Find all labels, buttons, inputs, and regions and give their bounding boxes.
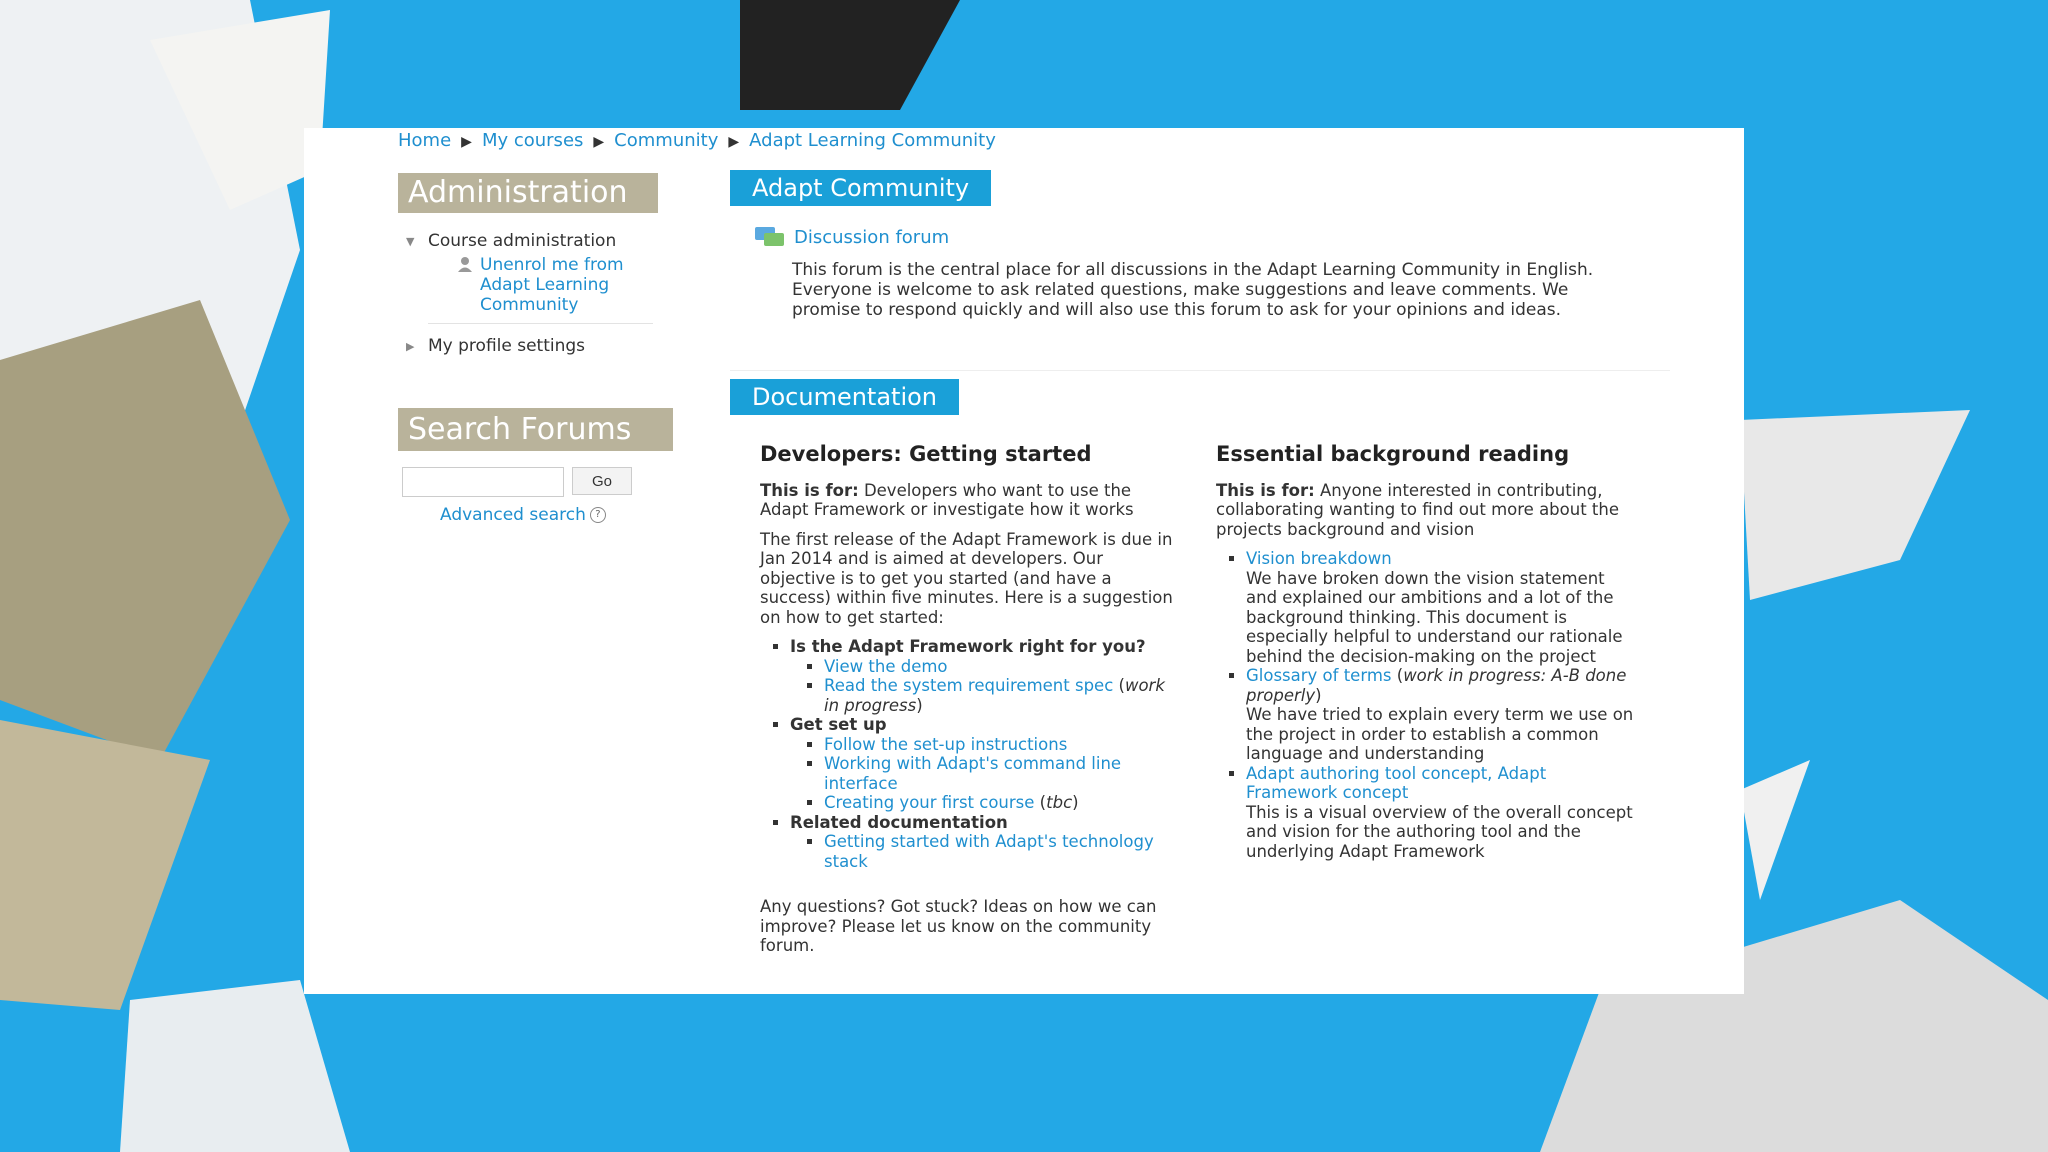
group-label: Is the Adapt Framework right for you? (790, 637, 1146, 656)
course-administration-node[interactable] (398, 231, 673, 315)
forum-description: This forum is the central place for all discussions in the Adapt Learning Community in English. Everyone is welcome to ask related questions, make suggestions and leave comments. We promise to respond quickly and will also use this forum to ask for your opinions and ideas. (792, 260, 1594, 320)
breadcrumb-community[interactable]: Community (614, 130, 719, 151)
breadcrumb-my-courses[interactable]: My courses (481, 130, 584, 151)
forum-icon (754, 226, 786, 248)
system-requirement-link[interactable]: Read the system requirement spec (824, 676, 1114, 695)
developers-intro: The first release of the Adapt Framework is due in Jan 2014 and is aimed at developers. Our objective is to get you started (and have a success) within five minutes. Here is a suggestion on how to get started: (760, 529, 1173, 627)
search-forums-input[interactable] (402, 467, 564, 497)
advanced-search-link[interactable]: Advanced search (440, 505, 586, 525)
list-item (824, 754, 1180, 793)
command-line-link[interactable]: Working with Adapt's command line interface (824, 754, 1122, 793)
discussion-forum-item[interactable] (754, 226, 1670, 248)
breadcrumb-adapt-learning-community[interactable]: Adapt Learning Community (749, 130, 996, 151)
breadcrumb-separator-icon: ▶ (593, 134, 605, 150)
vision-breakdown-link[interactable]: Vision breakdown (1246, 549, 1392, 568)
background-audience (1216, 481, 1636, 540)
background-list (1216, 549, 1636, 861)
glossary-desc: We have tried to explain every term we use on the project in order to establish a common language and understanding (1246, 705, 1634, 763)
audience-text: Developers who want to use the Adapt Framework or investigate how it works (760, 480, 1134, 519)
audience-text: Anyone interested in contributing, collaborating wanting to find out more about the projects background and vision (1216, 480, 1619, 539)
background-heading: Essential background reading (1216, 442, 1570, 466)
main-content (730, 170, 1670, 955)
section-divider (730, 370, 1670, 371)
developers-footer: Any questions? Got stuck? Ideas on how we can improve? Please let us know on the community forum. (760, 897, 1157, 955)
authoring-tool-desc: This is a visual overview of the overall concept and vision for the authoring tool and the underlying Adapt Framework (1246, 802, 1633, 861)
authoring-tool-concept-link[interactable]: Adapt authoring tool concept, Adapt Framework concept (1246, 763, 1547, 802)
first-course-link[interactable]: Creating your first course (824, 793, 1035, 812)
breadcrumb (398, 130, 996, 151)
list-item: ▪ Glossary of terms (work in progress: A-B done properly) We have tried to explain every term we use on the project in order to establish a common language and understanding (1246, 666, 1636, 764)
sidebar (398, 173, 673, 525)
expanded-triangle-icon: ▼ (406, 234, 415, 248)
breadcrumb-separator-icon: ▶ (728, 134, 740, 150)
breadcrumb-separator-icon: ▶ (461, 134, 472, 150)
audience-label: This is for: (760, 480, 859, 500)
list-item (1246, 549, 1636, 666)
profile-settings-node[interactable] (398, 336, 673, 356)
tbc-note: tbc (1046, 793, 1073, 812)
developers-column (760, 442, 1180, 966)
list-item (790, 637, 1180, 715)
list-item (824, 832, 1180, 871)
group-label: Related documentation (790, 812, 1008, 832)
administration-tree (398, 231, 673, 356)
search-forums-block-title: Search Forums (398, 408, 673, 452)
adapt-community-section-title: Adapt Community (730, 170, 991, 206)
unenrol-item[interactable] (428, 255, 673, 315)
list-item: ▪ Read the system requirement spec (work in progress) (824, 676, 1180, 715)
administration-block-title: Administration (398, 173, 658, 213)
list-item (790, 813, 1180, 872)
setup-instructions-link[interactable]: Follow the set-up instructions (824, 734, 1068, 754)
profile-settings-label: My profile settings (428, 335, 586, 356)
search-forums-row (398, 467, 673, 497)
go-button[interactable]: Go (572, 467, 632, 495)
work-in-progress-note: work in progress (824, 676, 1165, 715)
tree-divider (428, 323, 653, 324)
developers-audience (760, 481, 1180, 520)
glossary-note: work in progress: A-B done properly (1246, 666, 1627, 705)
list-item (824, 657, 1180, 677)
getting-started-list (760, 637, 1180, 871)
course-administration-label: Course administration (428, 230, 617, 251)
documentation-section-title: Documentation (730, 379, 959, 415)
list-item: ▪ Creating your first course (tbc) (824, 793, 1180, 813)
technology-stack-link[interactable]: Getting started with Adapt's technology stack (824, 832, 1154, 871)
user-icon (456, 255, 474, 273)
moodle-course-page (304, 128, 1744, 994)
discussion-forum-link[interactable]: Discussion forum (794, 226, 950, 248)
audience-label: This is for: (1216, 480, 1315, 500)
group-label: Get set up (790, 715, 887, 734)
vision-breakdown-desc: We have broken down the vision statement and explained our ambitions and a lot of the background thinking. This document is especially helpful to understand our rationale behind the decision-making on the project (1246, 568, 1623, 666)
unenrol-link[interactable]: Unenrol me from Adapt Learning Community (480, 254, 624, 315)
list-item (1246, 764, 1636, 862)
view-demo-link[interactable]: View the demo (824, 656, 948, 676)
advanced-search-row (398, 505, 673, 525)
breadcrumb-home[interactable]: Home (398, 130, 452, 151)
help-icon[interactable]: ? (590, 507, 606, 523)
developers-heading: Developers: Getting started (760, 442, 1092, 466)
glossary-link[interactable]: Glossary of terms (1246, 666, 1392, 685)
collapsed-triangle-icon: ▶ (406, 339, 415, 353)
background-reading-column (1216, 442, 1636, 861)
list-item (824, 735, 1180, 755)
list-item (790, 715, 1180, 813)
